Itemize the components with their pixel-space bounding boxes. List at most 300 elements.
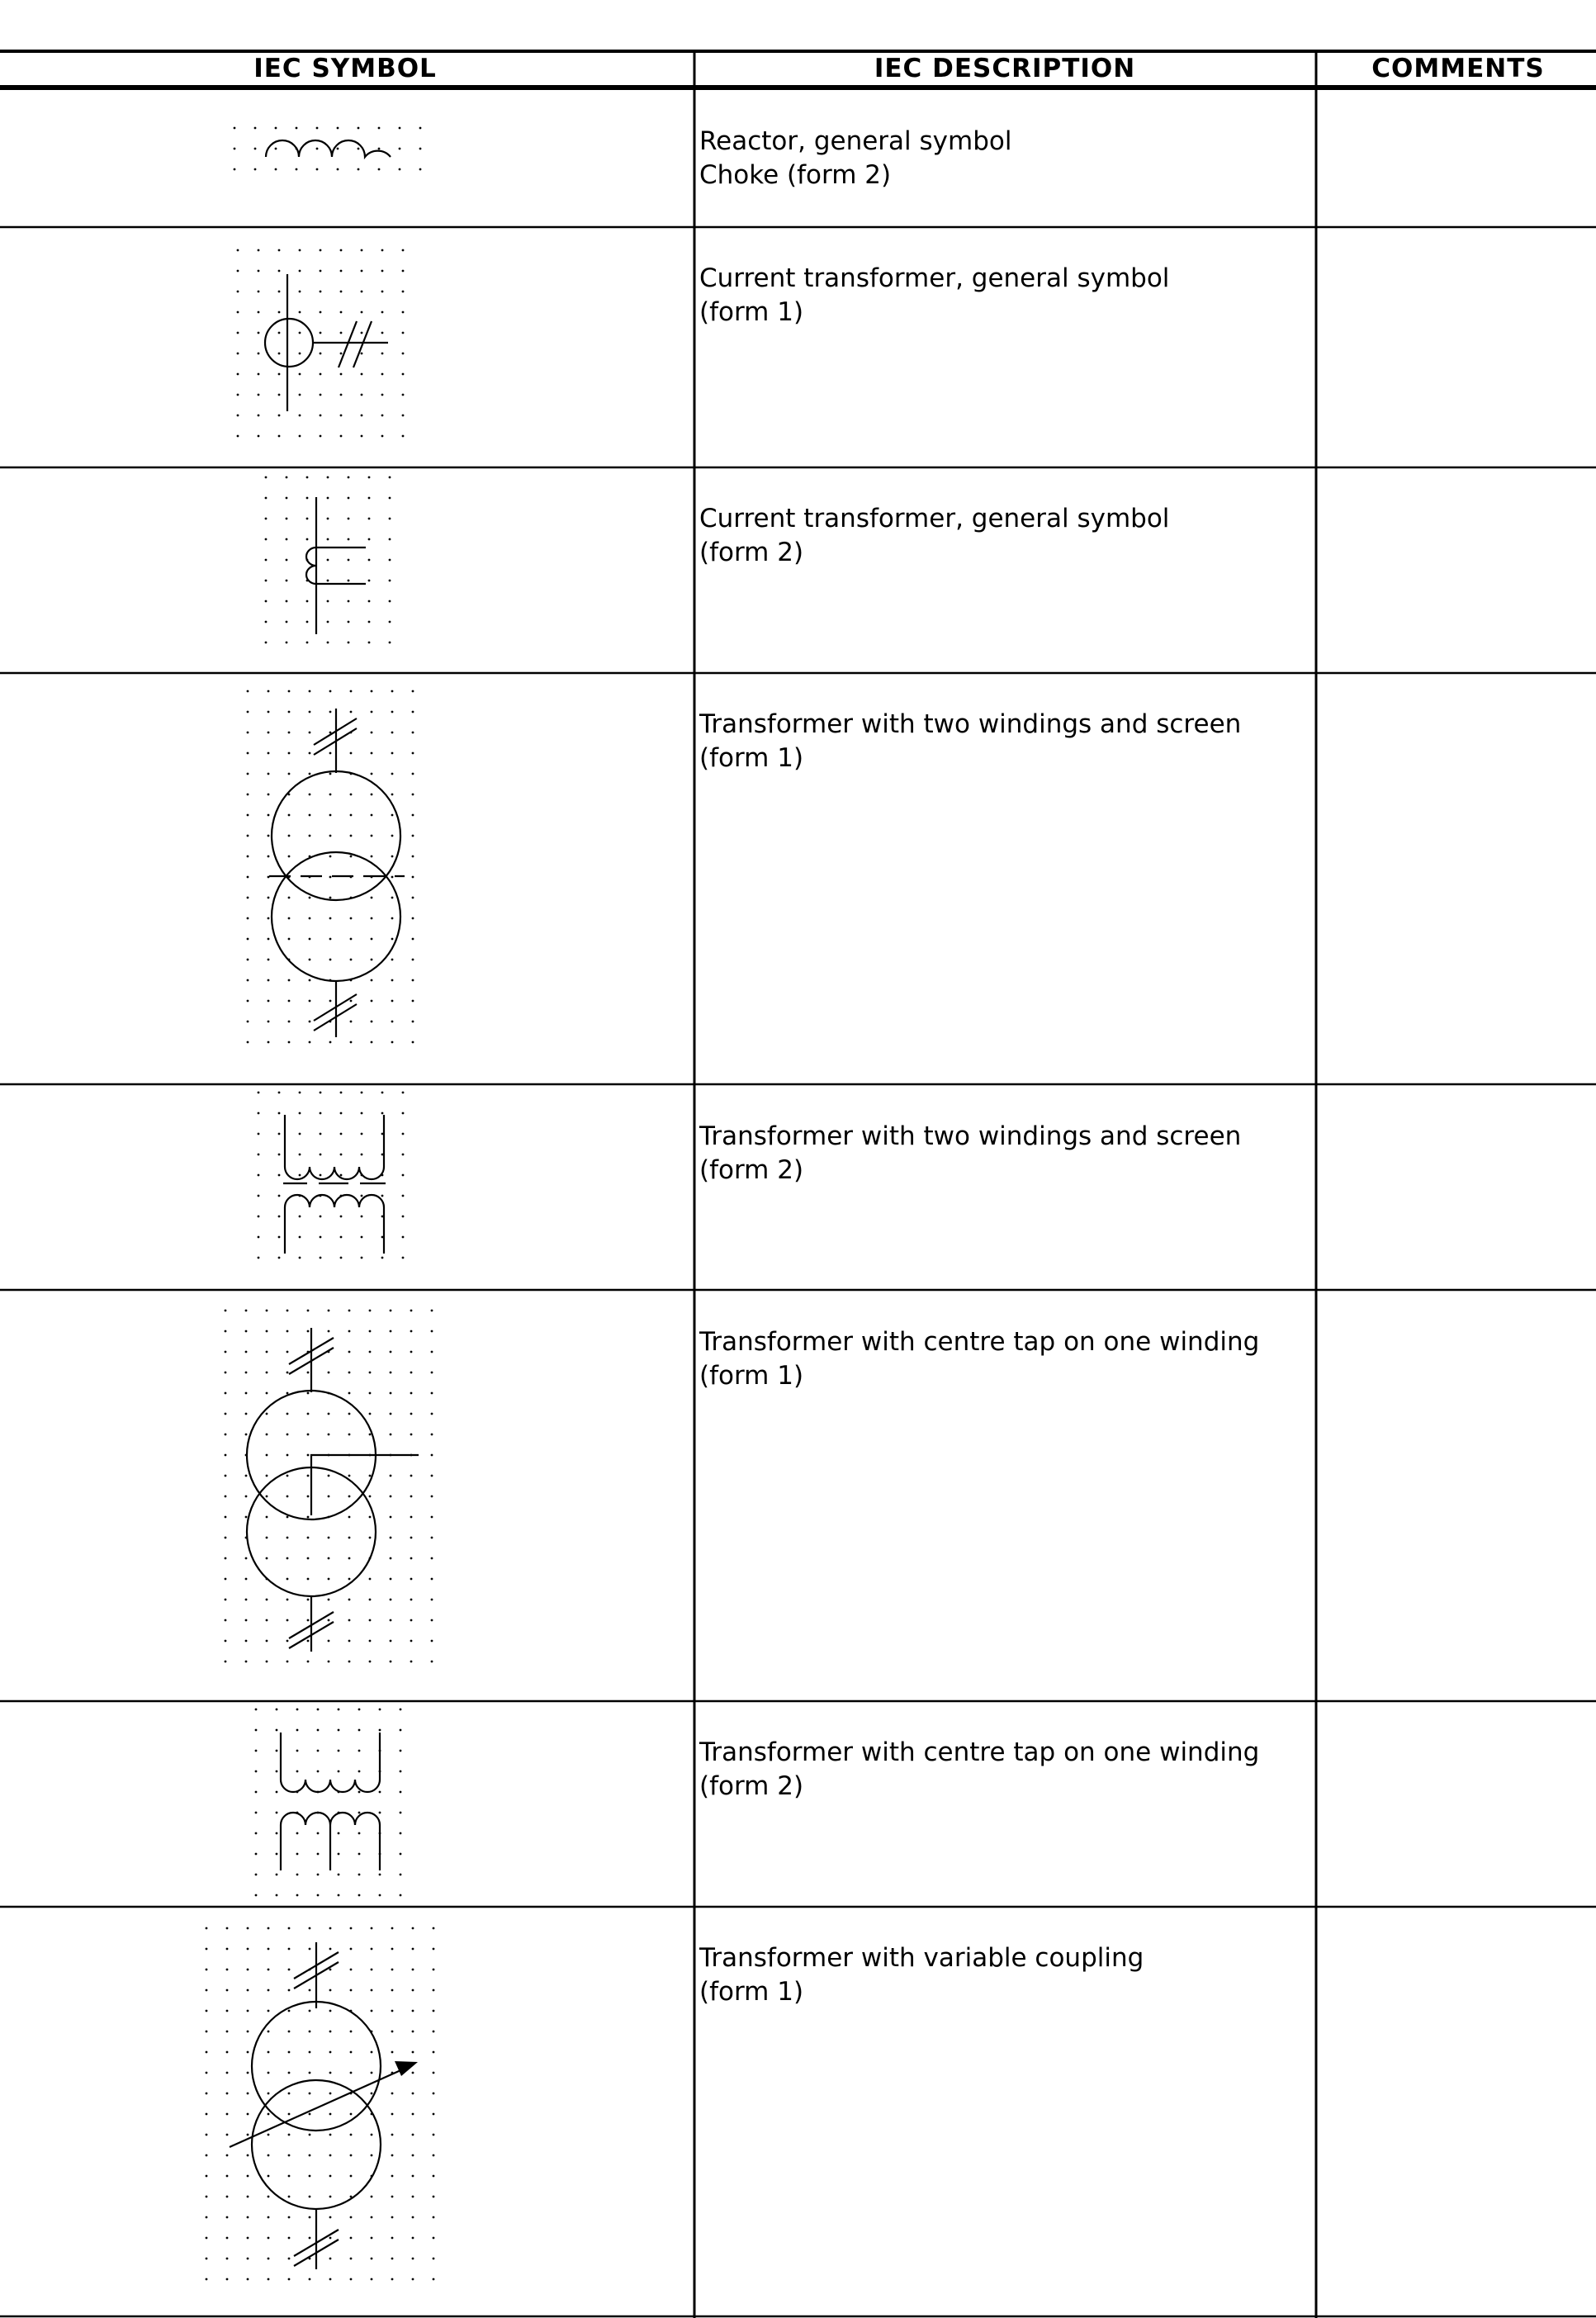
grid-dot (307, 1619, 310, 1622)
grid-dot (309, 2154, 311, 2157)
grid-dot (410, 1351, 413, 1353)
grid-dot (247, 2237, 249, 2240)
grid-dot (381, 1257, 384, 1259)
grid-dot (391, 1041, 394, 1044)
grid-dot (350, 917, 353, 920)
grid-dot (320, 332, 322, 334)
grid-dot (309, 959, 311, 961)
grid-dot (288, 979, 291, 982)
grid-dot (287, 1557, 289, 1560)
grid-dot (338, 1729, 340, 1732)
grid-dot (288, 773, 291, 775)
grid-dot (337, 127, 339, 130)
grid-dot (309, 2010, 311, 2012)
grid-dot (245, 1640, 248, 1643)
grid-dot (309, 752, 311, 755)
grid-dot (402, 1133, 405, 1135)
grid-dot (379, 1874, 381, 1876)
grid-dot (391, 732, 394, 734)
grid-dot (286, 497, 288, 500)
grid-dot (288, 938, 291, 941)
grid-dot (391, 814, 394, 817)
grid-dot (389, 559, 391, 562)
grid-dot (299, 373, 301, 376)
grid-dot (348, 1330, 351, 1333)
grid-dot (350, 959, 353, 961)
grid-dot (247, 773, 249, 775)
grid-dot (288, 2237, 291, 2240)
grid-dot (225, 1434, 227, 1436)
grid-dot (371, 2237, 373, 2240)
grid-dot (371, 2196, 373, 2198)
grid-dot (255, 1812, 258, 1814)
grid-dot (329, 711, 332, 713)
grid-dot (390, 1537, 392, 1539)
grid-dot (226, 2258, 229, 2260)
grid-dot (309, 1041, 311, 1044)
grid-dot (340, 373, 343, 376)
grid-dot (348, 1557, 351, 1560)
grid-dot (299, 353, 301, 355)
grid-dot (225, 1640, 227, 1643)
grid-dot (410, 1392, 413, 1395)
grid-dot (320, 1216, 322, 1218)
grid-dot (400, 1894, 402, 1897)
grid-dot (390, 1619, 392, 1622)
grid-dot (288, 2072, 291, 2074)
grid-dot (288, 1989, 291, 1992)
grid-dot (348, 1640, 351, 1643)
grid-dot (433, 2010, 435, 2012)
grid-dot (278, 311, 281, 314)
description-line: Reactor, general symbol (699, 126, 1012, 156)
grid-dot (266, 1557, 268, 1560)
grid-dot (276, 1729, 278, 1732)
grid-dot (306, 642, 309, 644)
grid-dot (309, 1989, 311, 1992)
grid-dot (309, 2237, 311, 2240)
grid-dot (255, 1832, 258, 1835)
grid-dot (309, 794, 311, 796)
grid-dot (412, 1969, 414, 1971)
grid-dot (268, 814, 270, 817)
grid-dot (348, 1599, 351, 1601)
grid-dot (348, 538, 350, 541)
grid-dot (247, 856, 249, 858)
grid-dot (371, 814, 373, 817)
grid-dot (329, 752, 332, 755)
grid-dot (361, 311, 363, 314)
grid-dot (278, 415, 281, 417)
grid-dot (309, 1927, 311, 1930)
grid-dot (317, 1770, 320, 1773)
grid-dot (348, 1351, 351, 1353)
table-row (699, 1943, 1144, 2007)
grid-dot (225, 1310, 227, 1312)
grid-dot (320, 1174, 322, 1177)
table-row (699, 1737, 1259, 1801)
grid-dot (402, 270, 405, 273)
grid-dot (296, 1874, 299, 1876)
grid-dot (287, 1496, 289, 1498)
grid-dot (309, 2175, 311, 2178)
grid-dot (309, 2113, 311, 2116)
grid-dot (361, 270, 363, 273)
table-row (699, 504, 1169, 567)
grid-dot (390, 1599, 392, 1601)
grid-dot (433, 1927, 435, 1930)
grid-dot (338, 1832, 340, 1835)
grid-dot (288, 1041, 291, 1044)
grid-dot (237, 435, 239, 438)
grid-dot (317, 1709, 320, 1711)
grid-dot (371, 1021, 373, 1023)
grid-dot (402, 394, 405, 396)
grid-dot (206, 2216, 208, 2219)
grid-dot (329, 1969, 332, 1971)
grid-dot (317, 1894, 320, 1897)
grid-dot (245, 1330, 248, 1333)
grid-dot (340, 1112, 343, 1115)
grid-dot (320, 1092, 322, 1094)
grid-dot (225, 1557, 227, 1560)
grid-dot (276, 1709, 278, 1711)
grid-dot (288, 2113, 291, 2116)
grid-dot (433, 2051, 435, 2054)
grid-dot (328, 1372, 330, 1374)
grid-dot (369, 1496, 372, 1498)
grid-dot (361, 415, 363, 417)
grid-dot (358, 1853, 361, 1856)
grid-dot (286, 600, 288, 603)
grid-dot (287, 1454, 289, 1457)
grid-dot (299, 1133, 301, 1135)
grid-dot (278, 1174, 281, 1177)
grid-dot (245, 1351, 248, 1353)
grid-dot (410, 1413, 413, 1415)
grid-dot (361, 1236, 363, 1239)
grid-dot (275, 148, 277, 150)
grid-dot (276, 1853, 278, 1856)
grid-dot (309, 1021, 311, 1023)
grid-dot (226, 2051, 229, 2054)
grid-dot (350, 1948, 353, 1951)
grid-dot (317, 1729, 320, 1732)
grid-dot (288, 2278, 291, 2281)
grid-dot (206, 2134, 208, 2136)
grid-dot (287, 1310, 289, 1312)
grid-dot (391, 876, 394, 879)
grid-dot (309, 2051, 311, 2054)
grid-dot (431, 1351, 433, 1353)
grid-dot (288, 711, 291, 713)
grid-dot (431, 1537, 433, 1539)
grid-dot (358, 148, 360, 150)
grid-dot (266, 1619, 268, 1622)
grid-dot (288, 2051, 291, 2054)
grid-dot (307, 1661, 310, 1663)
grid-dot (329, 814, 332, 817)
grid-dot (268, 1969, 270, 1971)
grid-dot (431, 1454, 433, 1457)
grid-dot (433, 2072, 435, 2074)
grid-dot (390, 1557, 392, 1560)
grid-dot (410, 1516, 413, 1519)
grid-dot (329, 2278, 332, 2281)
grid-dot (329, 2051, 332, 2054)
grid-dot (399, 168, 401, 171)
grid-dot (348, 1475, 351, 1477)
grid-dot (350, 814, 353, 817)
grid-dot (328, 1578, 330, 1581)
grid-dot (226, 2134, 229, 2136)
grid-dot (268, 1000, 270, 1003)
grid-dot (433, 2175, 435, 2178)
grid-dot (391, 2237, 394, 2240)
grid-dot (369, 1310, 372, 1312)
grid-dot (237, 373, 239, 376)
grid-dot (399, 148, 401, 150)
grid-dot (350, 835, 353, 837)
grid-dot (307, 1413, 310, 1415)
grid-dot (320, 373, 322, 376)
grid-dot (247, 897, 249, 899)
grid-dot (371, 979, 373, 982)
grid-dot (268, 2093, 270, 2095)
grid-dot (309, 835, 311, 837)
grid-dot (412, 979, 414, 982)
grid-dot (379, 1709, 381, 1711)
grid-dot (361, 1092, 363, 1094)
grid-dot (412, 2010, 414, 2012)
grid-dot (265, 600, 268, 603)
grid-dot (245, 1557, 248, 1560)
grid-dot (389, 518, 391, 520)
grid-dot (350, 794, 353, 796)
grid-dot (268, 2196, 270, 2198)
grid-dot (433, 2134, 435, 2136)
grid-dot (329, 856, 332, 858)
grid-dot (255, 1729, 258, 1732)
grid-dot (278, 394, 281, 396)
grid-dot (266, 1475, 268, 1477)
grid-dot (247, 1000, 249, 1003)
grid-dot (225, 1578, 227, 1581)
grid-dot (266, 1310, 268, 1312)
grid-dot (402, 1236, 405, 1239)
grid-dot (371, 1041, 373, 1044)
grid-dot (258, 249, 260, 252)
grid-dot (288, 835, 291, 837)
grid-dot (381, 1112, 384, 1115)
grid-dot (412, 917, 414, 920)
grid-dot (361, 1112, 363, 1115)
grid-dot (358, 1791, 361, 1794)
grid-dot (247, 2051, 249, 2054)
grid-dot (391, 979, 394, 982)
grid-dot (247, 2113, 249, 2116)
grid-dot (265, 621, 268, 623)
grid-dot (268, 2154, 270, 2157)
grid-dot (265, 580, 268, 582)
grid-dot (287, 1640, 289, 1643)
grid-dot (390, 1496, 392, 1498)
grid-dot (371, 752, 373, 755)
grid-dot (402, 1092, 405, 1094)
grid-dot (226, 1927, 229, 1930)
grid-dot (276, 1832, 278, 1835)
table-row (699, 263, 1169, 327)
grid-dot (329, 773, 332, 775)
grid-dot (391, 690, 394, 693)
grid-dot (371, 1000, 373, 1003)
grid-dot (402, 1112, 405, 1115)
grid-dot (433, 2237, 435, 2240)
grid-dot (431, 1516, 433, 1519)
grid-dot (245, 1434, 248, 1436)
grid-dot (389, 580, 391, 582)
description-line: Transformer with centre tap on one winding (699, 1737, 1260, 1767)
grid-dot (266, 1661, 268, 1663)
grid-dot (400, 1812, 402, 1814)
grid-dot (369, 1661, 372, 1663)
grid-dot (361, 291, 363, 293)
grid-dot (268, 2175, 270, 2178)
grid-dot (412, 876, 414, 879)
grid-dot (361, 435, 363, 438)
grid-dot (329, 2093, 332, 2095)
transformer-screen-form1-icon (269, 709, 405, 1037)
grid-dot (410, 1661, 413, 1663)
grid-dot (402, 1257, 405, 1259)
grid-dot (338, 1853, 340, 1856)
grid-dot (288, 856, 291, 858)
grid-dot (247, 2010, 249, 2012)
grid-dot (391, 2051, 394, 2054)
grid-dot (410, 1619, 413, 1622)
grid-dot (258, 435, 260, 438)
grid-dot (381, 270, 384, 273)
grid-dot (320, 415, 322, 417)
grid-dot (258, 1195, 260, 1197)
grid-dot (391, 917, 394, 920)
grid-dot (340, 270, 343, 273)
grid-dot (268, 835, 270, 837)
table-row (699, 709, 1241, 773)
grid-dot (288, 814, 291, 817)
grid-dot (410, 1434, 413, 1436)
grid-dot (390, 1413, 392, 1415)
grid-dot (379, 1729, 381, 1732)
grid-dot (348, 1496, 351, 1498)
grid-dot (391, 1927, 394, 1930)
grid-dot (206, 1969, 208, 1971)
grid-dot (288, 897, 291, 899)
grid-dot (268, 732, 270, 734)
grid-dot (296, 168, 298, 171)
grid-dot (266, 1413, 268, 1415)
grid-dot (412, 959, 414, 961)
grid-dot (268, 2216, 270, 2219)
grid-dot (361, 332, 363, 334)
grid-dot (299, 1174, 301, 1177)
grid-dot (431, 1661, 433, 1663)
grid-dot (234, 168, 236, 171)
grid-dot (278, 1236, 281, 1239)
grid-dot (402, 1154, 405, 1156)
grid-dot (309, 2031, 311, 2033)
grid-dot (268, 752, 270, 755)
grid-dot (299, 1236, 301, 1239)
grid-dot (340, 1174, 343, 1177)
grid-dot (350, 1000, 353, 1003)
grid-dot (410, 1640, 413, 1643)
grid-dot (329, 1948, 332, 1951)
grid-dot (266, 1496, 268, 1498)
grid-dot (369, 1351, 372, 1353)
grid-dot (348, 1434, 351, 1436)
grid-dot (391, 1969, 394, 1971)
grid-dot (296, 1832, 299, 1835)
header-iec-symbol: IEC SYMBOL (253, 54, 437, 83)
grid-dot (287, 1661, 289, 1663)
grid-dot (307, 1330, 310, 1333)
grid-dot (268, 2134, 270, 2136)
grid-dot (361, 1257, 363, 1259)
grid-dot (299, 332, 301, 334)
grid-dot (329, 2258, 332, 2260)
grid-dot (307, 1557, 310, 1560)
grid-dot (391, 2113, 394, 2116)
grid-dot (320, 435, 322, 438)
grid-dot (350, 711, 353, 713)
grid-dot (368, 600, 371, 603)
grid-dot (338, 1770, 340, 1773)
grid-dot (369, 1392, 372, 1395)
grid-dot (391, 2196, 394, 2198)
grid-dot (225, 1392, 227, 1395)
grid-dot (391, 856, 394, 858)
grid-dot (265, 642, 268, 644)
grid-dot (266, 1392, 268, 1395)
grid-dot (389, 642, 391, 644)
grid-dot (287, 1392, 289, 1395)
grid-dot (320, 291, 322, 293)
grid-dot (391, 794, 394, 796)
grid-dot (258, 373, 260, 376)
grid-dot (278, 373, 281, 376)
grid-dot (245, 1310, 248, 1312)
grid-dot (350, 1969, 353, 1971)
grid-dot (371, 2258, 373, 2260)
grid-dot (412, 2237, 414, 2240)
grid-dot (350, 856, 353, 858)
grid-dot (391, 711, 394, 713)
grid-dot (226, 2237, 229, 2240)
description-line: Transformer with variable coupling (699, 1943, 1144, 1973)
grid-dot (433, 1969, 435, 1971)
grid-dot (361, 249, 363, 252)
grid-dot (391, 1021, 394, 1023)
grid-dot (328, 1661, 330, 1663)
current-transformer-form1-icon (265, 274, 388, 411)
grid-dot (410, 1372, 413, 1374)
grid-dot (247, 2031, 249, 2033)
grid-dot (412, 2175, 414, 2178)
grid-dot (247, 2216, 249, 2219)
grid-dot (206, 2072, 208, 2074)
grid-dot (381, 1092, 384, 1094)
